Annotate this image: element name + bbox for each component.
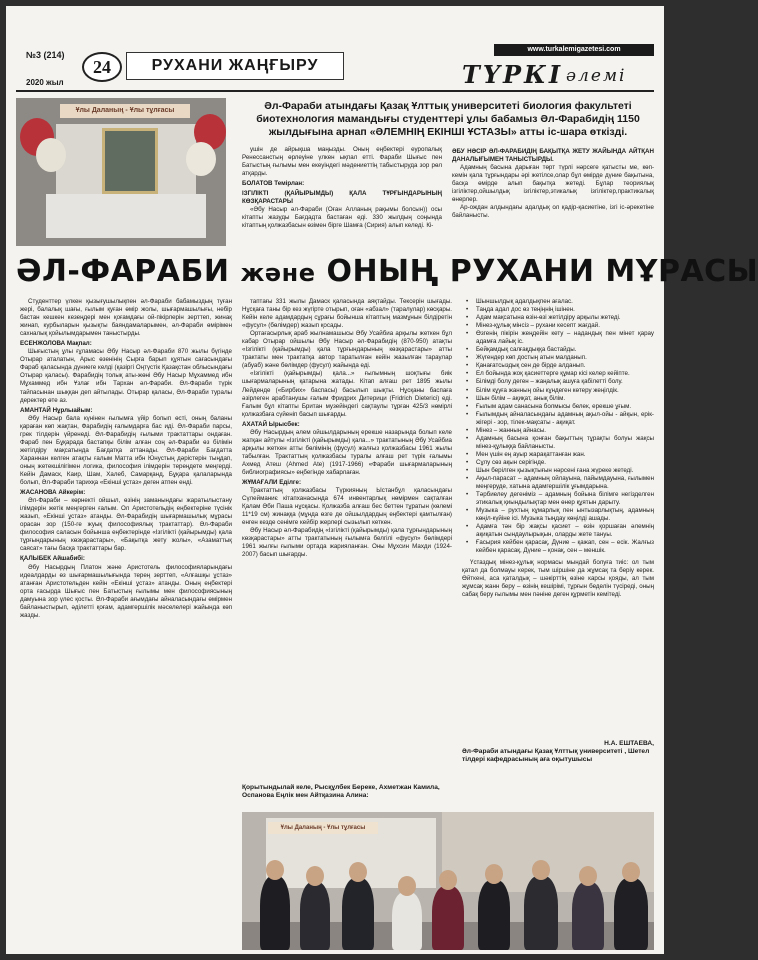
speaker-name: БОЛАТОВ Темірлан: — [242, 180, 305, 188]
paragraph: Ортағасырлық араб жылнамашысы Әбу Усайбиа арқылы жеткен бұл кабар Отырар ойшылы Әбу Насыр әл-Фарабидің (870-950) атақты «Ізгілікті (қайырымды) қала тұрғындарының көзқарастары» атты трактаты мен трактатқа автор таратылған кейін жазылған тараулар (абуаб) және бөлімдер (фусул) жайында еді. — [242, 330, 452, 370]
paragraph: Трактаттың қолжазбасы Түркияның Ыстанбұл қаласындағы Сүлейманиє кітапханасында 674 инвентарлық нөмірмен сақталған Қалам Әби Паша нұсқасы. Қолжазба алғаш бес беттен тұратын (көлемі 11*19 см) жинаққа (мұнда өзге де ойшылдардың еңбектері қамтылған) енген кезде сенімге кейбір жерлері сызылып кеткен. — [242, 487, 452, 527]
speaker-name: АМАНТАЙ Нұрлыайым: — [20, 406, 93, 414]
article-column-3 — [462, 298, 654, 599]
article-column-1 — [20, 298, 232, 620]
article-column-2 — [242, 298, 452, 560]
list-item: • Мен үшін ең ауыр жарақаттанған жан. — [462, 451, 654, 459]
list-item: • Білімді болу деген – жаңалық ашуға қабілетті болу. — [462, 378, 654, 386]
portrait-frame — [102, 128, 158, 194]
headline-part-1: ӘЛ-ФАРАБИ — [16, 254, 230, 289]
list-item: • Мінез-құлық мінсіз – рухани кесепт жағдай. — [462, 322, 654, 330]
page-number: 24 — [82, 52, 122, 82]
paragraph: Әбу Насырдың әлем ойшылдарының ерекше назарында болып келе жатқан айтулы «Ізгілікті (қайырымды) қала...» трактатының Әбу Усайбиа арқылы жеткен атты бөлімінің (фусул) жалғыз қолжазбасы 1961 жылы табылған. Трактаттың қолжазбасы туралы алғаш рет түрік ғалымы Ахмед Атеш (Ahmed Ate) (1917-1966) «Фараби шығармаларының библиографиясы» еңбегінде хабарлаған. — [242, 428, 452, 476]
balloon-icon — [36, 138, 66, 172]
list-item: • Ғылым адам санасына болмысы белек, ерекше ұғым. — [462, 403, 654, 411]
masthead — [6, 6, 664, 98]
person — [342, 878, 374, 950]
paragraph: Шығыстың ұлы ғұламасы Әбу Насыр әл-Фараби 870 жылы бүгінде Отырар аталатын, Арыс өзенінің Сырға барып құятын сағасындағы Фараб қаласында дүниеге келді (қазіргі Оңтүстік Қазақстан облысындағы Отырар қаласы). Фарабидің толық аты-жөні Әбу Насыр Мұхаммед ибн Мұхаммед ибн Ұзлағ ибн Тархан әл-Фараби. Әл-Фараби түрік тайпасынан шыққан деп айтылады. Отырар қаласы, Әл-Фараби туралы деректер өте аз. — [20, 348, 232, 404]
rubric-title: РУХАНИ ЖАҢҒЫРУ — [126, 52, 344, 80]
person-head — [306, 866, 324, 886]
group-photo — [242, 812, 654, 950]
upper-column-b — [452, 146, 654, 220]
list-item: • Тәрбиелеу дегеніміз – адамның бойына білімге негізделген этикалық қиындылықтар мен өнер құятын дарыту. — [462, 491, 654, 507]
list-item: • Ақыл-парасат – адамның ойлауына, пайымдауына, ғылымен меңгеруде, хатына адамгершілік ұғымдарына. — [462, 475, 654, 491]
author-name: Н.А. ЕШТАЕВА, — [604, 740, 654, 747]
person — [260, 876, 290, 950]
list-item: • Бейқамдық салғақдыққа бастайды. — [462, 346, 654, 354]
paragraph: «Әбу Насыр әл-Фараби (Оған Алланың рақымы болсын)) осы кітапты жазуды Бағдадта бастаған еді. 330 жылдың соңында кітаптың қолжазбасын өзімен бірге Шамға (Сирия) алып келеді. Кі- — [242, 206, 442, 230]
list-item: • Ғылымдың айналасындағы адамның ақыл-ойы - айқын, ерік-жігері - зор, тілек-мақсаты - ақиқат. — [462, 411, 654, 427]
person-head — [439, 870, 457, 890]
issue-number: №3 (214) — [26, 50, 65, 60]
paragraph: ушін де айрықша маңызды. Оның еңбектері еуропалық Ренессанстың өрлеуіне үлкен ықпал етті. Фараби Шығыс пен Батыстың ғылымы мен екеуіндегі мәдениеттің табыстыруда зор рөл атқарды. — [242, 146, 442, 178]
quote-list — [462, 298, 654, 556]
person-head — [398, 876, 416, 896]
paragraph: таптағы 331 жылы Дамаск қаласында аяқтайды. Тексерін шығады. Нұсқаға таны бір кез жүгірте отырып, оған «абзал» (таралулар) көсқары. Кейін келе адамдардың сұрағы бойынша кітаптың мазмұнын білдіретін «фусул» (бөлімдер) жазып қосады. — [242, 298, 452, 330]
headline-part-3: ОНЫҢ РУХАНИ МҰРАСЫ — [326, 254, 758, 289]
speaker-name: ЕСЕНЖОЛОВА Мақпал: — [20, 340, 92, 348]
person-head — [349, 862, 367, 882]
paragraph: «Ізгілікті (қайырымды) қала...» ғылымның шоқтығы биік шығармаларының қатарына жатады. Кітап алғаш рет 1895 жылы Лейденде («Бирбих» баспасы) басылып шықты. Нұсқаны баспаға әзірлеген арабтанушы ғалым Фридрих Дитерици (Fridrich Dieterici) еді. Ғалым бұл кітапты Британ музейіндегі сақтаулы тұрған 425/3 нөмірлі қолжазбаға сүйеніп басып шығарды. — [242, 370, 452, 418]
author-signature — [462, 740, 654, 764]
speaker-name: ЖҰМАҒАЛИ Еділге: — [242, 479, 301, 487]
list-item: • Мінез – жанның айнасы. — [462, 427, 654, 435]
list-item: • Ел бойында жоқ қасиеттерге құмар кісі келер кейіпте. — [462, 370, 654, 378]
person-head — [266, 860, 284, 880]
headline-part-2: және — [240, 259, 316, 287]
person — [392, 892, 422, 950]
list-item: • Адамның басына қонған бақыттың тұрақты болуы жақсы мінез-құлыққа байланысты. — [462, 435, 654, 451]
paragraph: Студенттер үлкен қызығушылықпен әл-Фараби бабамыздың туған жері, балалық шағы, ғылым қуған өмір жолы, шығармашылығы, небір бастан кешкен кезеңдері мен қоғамдағы ой-пікірлерін зерттеп, жинақ жинап, курбыларын қызықты баяндамаларымен, әл-Фараби өмірімен сахналық қойылымдарымен таныстырды. — [20, 298, 232, 338]
paragraph: Әл-Фараби – көрнекті ойшыл, өзінің заманындағы жаратылыстану ілімдерін жетік меңгерген ғалым. Ол Аристотельдің еңбектеріне түсінік жазып, «Екінші ұстаз» атанды. Әл-Фарабидің шығармашылық мұрасы орасан зор (150-ге жуық философиялық трактаттар). Әл-Фараби философия саласын бойынша еңбектерінде «Ізгілікті (қайырымды) қала тұрғындарының көзқарастары», «Бақытқа жету жолы», «Азаматтық саясат» тағы басқа трактаттары бар. — [20, 497, 232, 553]
upper-column-a — [242, 146, 442, 230]
paragraph: Әбу Насыр әл-Фарабидің «Ізгілікті (қайырымды) қала тұрғындарының көзқарастары» атты трактатының ғылымға белгілі «фусул» бөлімдері 1961 жылғы ғылыми ортада жарияланған. Оны Мұхсин Махди (1924-2007) басып шығарды. — [242, 527, 452, 559]
main-headline — [16, 252, 758, 292]
logo-word-2: әлемі — [566, 66, 627, 86]
masthead-rule — [16, 90, 654, 92]
list-item: • Білім кұуға жанның ойы кұндеген көтеру жеңілдік. — [462, 387, 654, 395]
speaker-name: АХАТАЙ Ырысбек: — [242, 420, 300, 428]
list-item: • Қанағатсыздық сен де бірде алданып. — [462, 362, 654, 370]
exhibit-table — [46, 194, 206, 238]
photo-banner: Ұлы Даланың - Ұлы тұлғасы — [268, 822, 378, 834]
list-item: • Ғасырия кейбен қарасақ, Дүние – қажап, сен – есік. Жалғыз кейбен қарасақ, Дүние – қонақ, сен – меншік. — [462, 539, 654, 555]
person — [300, 882, 330, 950]
section-heading: ІЗГІЛІКТІ (ҚАЙЫРЫМДЫ) ҚАЛА ТҰРҒЫНДАРЫНЫҢ КӨЗҚАРАСТАРЫ — [242, 190, 442, 206]
list-item: • Адамға тән бір жақсы қасиет – өзін қоршаған әлемнің ақиқатын сындаулырықын, оларды жете тануы. — [462, 523, 654, 539]
website-url[interactable]: www.turkalemigazetesi.com — [494, 44, 654, 56]
paragraph: Үстаздық мінез-құлық нормасы мындай болуға тиіс: ол тым қатал да болмауы керек, тым шіршіне да жұмсақ та беріу керек. Өйткені, аса қаталдық – шәкірттің өзіне карсы қояды, ал тым жұмсақ жанн беру – өзінің кешірімі, тұрғын беделін түсіреді, оның сабақ беру ғылымы мен пәніне деген құрметін кемітеді. — [462, 558, 654, 598]
person — [478, 880, 510, 950]
paragraph: Адамның басына дарыған төрт түрлі нәрсеге қатысты ме, көп-кемін қала тұрғындары әрі жетілсе,олар бұл өмірде дүние бақытына, басқа өмірде алып бақытқа жетеді. Бұлар теориялық ізгіліктер,ойшылдық ізгіліктер,этикалық ізгіліктер,практикалық өнерлер. — [452, 164, 654, 204]
event-photo-top — [16, 98, 226, 246]
list-item: • Өзгенің пікірін жеңдейін кету – надандық пен мінет қарау адамға лайық іс. — [462, 330, 654, 346]
list-item: • Шын берілген қызықтығын нәрсені ғана жүреке жетеді. — [462, 467, 654, 475]
list-item: • Шын білім – ақиқат, анық білім. — [462, 395, 654, 403]
list-item: • Сұлу сөз ақын серігінде. — [462, 459, 654, 467]
list-item: • Таңда адал дос өз теңіңнің ішінен. — [462, 306, 654, 314]
list-item: • Адам мақсатына өзін-өзі жетілдіру арқылы жетеді. — [462, 314, 654, 322]
paragraph: Ар-ождан алдындағы адалдық ол қадір-қасиетіне, ізгі іс-әрекетіне байланысты. — [452, 204, 654, 220]
balloon-icon — [186, 142, 216, 176]
paragraph: Әбу Насыр бала күнінен ғылымға үйір болып өсті, оның баланы қараған көп жақтан, Фарабидің ғалымдарға бас иді. Әл-Фараби парсы, грек тілдерін үйренеді. Әл-Фарабидің ғылыми трактаттары ондаған. Фараб пен Бұқарада бастапқы білім алған соң әл-Фараби өз білімін жетілдіру мақсатында Бағдатқа аттанады. Әл-Фараби Бағдатта Хараннан келген атақты ғалым Матта ибн Юнустың дәрістерін тыңдап, оның жетекшілігімен логика, философия ілімдерін тереңдете меңгерді. Кейін Дамаск, Каир, Шам, Халеб, Самарқанд, Бұқара қалаларында болып, Әл-Фараби тарихқа «Екінші ұстаз» деген атпен енді. — [20, 414, 232, 487]
person — [614, 878, 648, 950]
person — [432, 886, 464, 950]
issue-year: 2020 жыл — [26, 78, 64, 87]
lead-intro: Әл-Фараби атындағы Қазақ Ұлттық университеті биология факультеті биотехнология мамандығы студенттері ұлы бабамыз Әл-Фарабидің 1150 жылдығына арнап «ӘЛЕМНІҢ ЕКІНШІ ҰСТАЗЫ» атты іс-шара өткізді. — [256, 100, 640, 138]
author-title: Әл-Фараби атындағы Қазақ Ұлттық университеті , Шетел тілдері кафедрасының аға оқытушысы — [462, 748, 650, 763]
list-item: • Жүгендер көп достың атын малданып. — [462, 354, 654, 362]
photo-banner: Ұлы Даланың - Ұлы тұлғасы — [60, 104, 190, 118]
logo-word-1: ТҮРКІ — [462, 60, 564, 89]
newspaper-page — [6, 6, 758, 954]
paragraph: Әбу Насырдың Платон және Аристотель философияларындағы идеалдарды өз шығармашылығында терең зерттеп, «Алғашқы ұстаз» атанған Аристотельден кейін «Екінші ұстаз» атанды. Оның еңбектері орта ғасырда Шығыс пен Батыстың ғылымы мен философиясының дамуына зор үлес қосты. Әл-Фараби ағымдағы айналасындағы өмірмен байланыстырып, әділетті қоғам, адамгершілік мәселелері жайында көп жазды. — [20, 563, 232, 619]
person-head — [579, 866, 597, 886]
person — [524, 876, 558, 950]
person-head — [622, 862, 640, 882]
section-heading: ӘБУ НӘСІР ӘЛ-ФАРАБИДІҢ БАҚЫТҚА ЖЕТУ ЖАЙЫНДА АЙТҚАН ДАНАЛЫҒЫМЕН ТАНЫСТЫРДЫ. — [452, 148, 654, 164]
speaker-name: ҚАЛЫБЕК Айшабибі: — [20, 555, 85, 563]
speaker-name: ЖАСАНОВА Айкерім: — [20, 489, 86, 497]
person-head — [532, 860, 550, 880]
photo-caption: Қорытындылай келе, Рысқұлбек Береке, Ахметжан Камила, Оспанова Еңлік мен Айтқазина Алина: — [242, 784, 440, 799]
list-item: • Шыншылдық адалдықпен ағалас. — [462, 298, 654, 306]
newspaper-logo — [462, 60, 658, 88]
list-item: • Музыка – рухтың кұмарлық пен ынтызарлықтың, адамның көңіл-күйіне ісі. Музыка тыңдау көңілді ашады. — [462, 507, 654, 523]
person — [572, 882, 604, 950]
person-head — [485, 864, 503, 884]
